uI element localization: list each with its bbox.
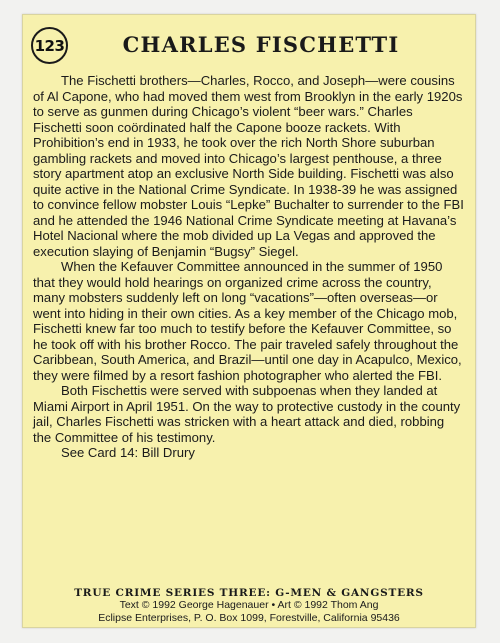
paragraph-2: When the Kefauver Committee announced in the summer of 1950 that they would hold hearings on organized crime across the country, many mobsters suddenly left on long “vacations”—often overseas—or went into hiding in their own cities. As a key member of the Chicago mob, Fischetti knew far too much to testify before the Kefauver Committee, so he took off with his brother Rocco. The pair traveled safely throughout the Caribbean, South America, and Brazil—until one day in Acapulco, Mexico, they were filmed by a resort fashion photographer who alerted the FBI.: [33, 259, 462, 383]
card-body-text: [33, 73, 465, 461]
paragraph-3: Both Fischettis were served with subpoenas when they landed at Miami Airport in April 1951. On the way to protective custody in the county jail, Charles Fischetti was stricken with a heart attack and died, robbing the Committee of his testimony.: [33, 383, 461, 445]
card-header: [23, 15, 475, 73]
series-title: TRUE CRIME SERIES THREE: G-MEN & GANGSTERS: [74, 587, 424, 599]
credit-line-1: Text © 1992 George Hagenauer • Art © 1992 Thom Ang: [119, 599, 379, 611]
card-number-badge: 123: [31, 27, 68, 64]
credit-line-2: Eclipse Enterprises, P. O. Box 1099, Forestville, California 95436: [98, 611, 400, 624]
paragraph-1: The Fischetti brothers—Charles, Rocco, and Joseph—were cousins of Al Capone, who had moved them west from Brooklyn in the early 1920s to serve as gunmen during Chicago’s violent “beer wars.” Charles Fischetti soon coördinated half the Capone booze rackets. With Prohibition’s end in 1933, he took over the rich North Shore suburban gambling rackets and moved into Chicago’s largest penthouse, a three story apartment atop an exclusive North Side building. Fischetti was also quite active in the National Crime Syndicate. In 1938-39 he was assigned to convince fellow mobster Louis “Lepke” Buchalter to surrender to the FBI and he attended the 1946 National Crime Syndicate meeting at Havana’s Hotel Nacional where the mob divided up La Vegas and approved the execution slaying of Benjamin “Bugsy” Siegel.: [33, 73, 464, 259]
see-also-reference: See Card 14: Bill Drury: [61, 445, 195, 460]
card-title: CHARLES FISCHETTI: [122, 32, 400, 57]
trading-card-back: [22, 14, 476, 628]
card-footer: [23, 587, 475, 624]
